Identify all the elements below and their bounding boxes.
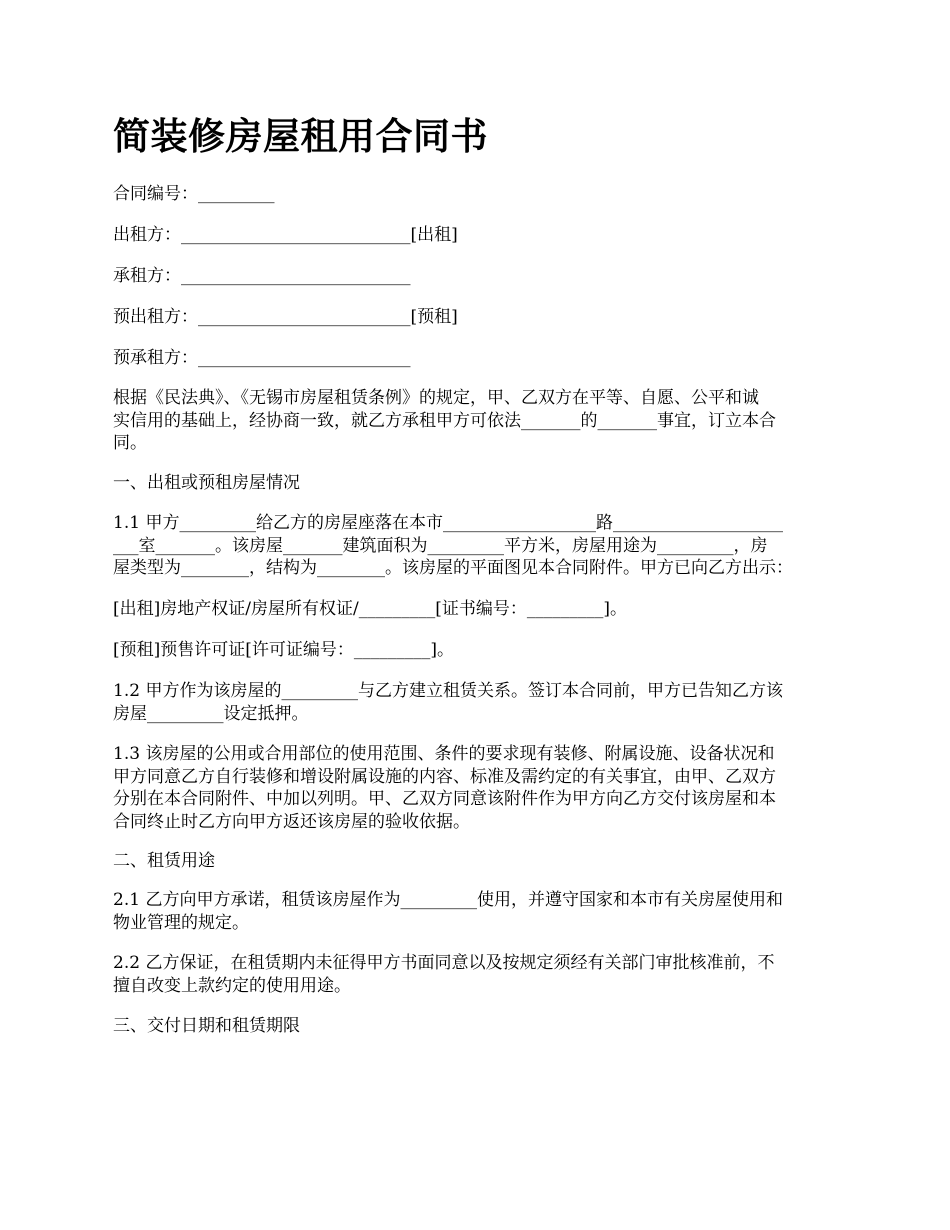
clause-2-1 [113, 889, 840, 934]
preamble-line: 同。 [113, 433, 147, 453]
section-2-heading: 二、租赁用途 [113, 851, 215, 871]
clause-line: 房屋_________设定抵押。 [113, 703, 309, 724]
preamble-line: 实信用的基础上，经协商一致，就乙方承租甲方可依法_______的_______事宜，订立本合 [113, 410, 776, 431]
clause-line: 2.1 乙方向甲方承诺，租赁该房屋作为_________使用，并遵守国家和本市有关房屋使用和 [113, 890, 783, 910]
clause-1-3 [113, 743, 840, 833]
preamble-line: 根据《民法典》、《无锡市房屋租赁条例》的规定，甲、乙双方在平等、自愿、公平和诚 [113, 388, 759, 408]
pre-lessor-field: 预出租方：_________________________[预租] [113, 307, 458, 327]
pre-lessee-field: 预承租方：_________________________ [113, 348, 411, 368]
clause-line: 1.1 甲方_________给乙方的房屋座落在本市__________________路____________________ [113, 513, 783, 533]
lease-certificate-line: [出租]房地产权证/房屋所有权证/_________[证书编号：_________]。 [113, 599, 627, 619]
clause-line: 合同终止时乙方向甲方返还该房屋的验收依据。 [113, 811, 470, 832]
section-3-heading: 三、交付日期和租赁期限 [113, 1016, 300, 1036]
clause-2-2 [113, 952, 840, 997]
lessor-field: 出租方：___________________________[出租] [113, 225, 458, 245]
clause-line: 甲方同意乙方自行装修和增设附属设施的内容、标准及需约定的有关事宜，由甲、乙双方 [113, 766, 776, 787]
clause-line: 屋类型为________，结构为________。该房屋的平面图见本合同附件。甲方已向乙方出示： [113, 558, 793, 578]
document-title: 简装修房屋租用合同书 [113, 114, 488, 158]
clause-line: 1.3 该房屋的公用或合用部位的使用范围、条件的要求现有装修、附属设施、设备状况和 [113, 744, 775, 764]
lessee-field: 承租方：___________________________ [113, 266, 411, 286]
clause-line: 物业管理的规定。 [113, 912, 249, 933]
clause-line: 分别在本合同附件、中加以列明。甲、乙双方同意该附件作为甲方向乙方交付该房屋和本 [113, 789, 776, 809]
section-1-heading: 一、出租或预租房屋情况 [113, 473, 300, 493]
preamble-paragraph [113, 387, 840, 455]
contract-number-field: 合同编号：_________ [113, 184, 275, 204]
clause-line: 2.2 乙方保证，在租赁期内未征得甲方书面同意以及按规定须经有关部门审批核准前，不 [113, 953, 775, 973]
clause-1-1 [113, 512, 840, 580]
clause-line: 擅自改变上款约定的使用用途。 [113, 975, 351, 996]
clause-1-2 [113, 680, 840, 725]
clause-line: 1.2 甲方作为该房屋的_________与乙方建立租赁关系。签订本合同前，甲方已告知乙方该 [113, 681, 783, 701]
presale-certificate-line: [预租]预售许可证[许可证编号：_________]。 [113, 640, 455, 660]
clause-line: ___室_______。该房屋_______建筑面积为_________平方米，房屋用途为_________，房 [113, 535, 768, 556]
